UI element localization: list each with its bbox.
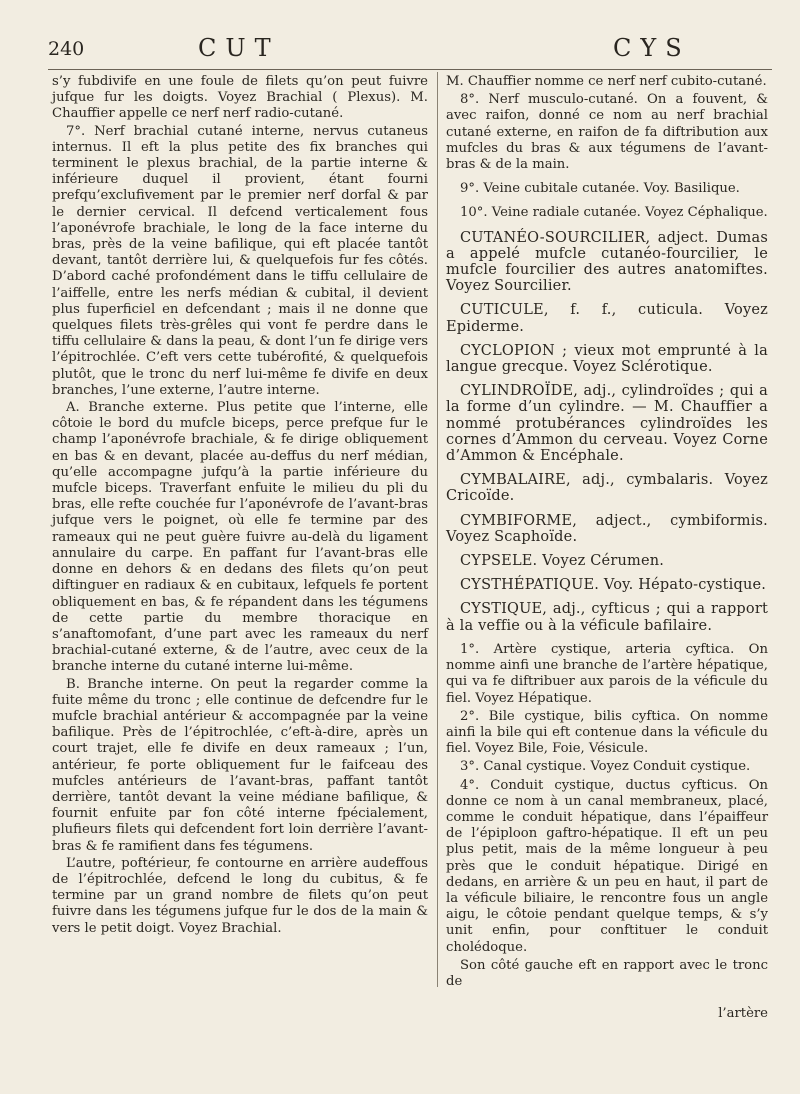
entry-cymbiforme: CYMBIFORME, adject., cymbiformis. Voyez Scaphoïde. — [446, 512, 768, 545]
right-paragraph-17: 4°. Conduit cystique, ductus cyfticus. On donne ce nom à un canal membraneux, placé, comme le conduit hépatique, dans l’épaiffeur de l’épiploon gaftro-hépatique. Il eft un peu plus petit, mais de la même longueur à peu près que le conduit hépatique. Dirigé en dedans, en arrière & un peu en haut, il part de la véficule biliaire, le rencontre fous un angle aigu, le côtoie pendant quelque temps, & s’y unit enfin, pour conftituer le conduit cholédoque. — [446, 777, 768, 955]
running-head-left: CUT — [198, 34, 280, 62]
running-head-right: CYS — [613, 34, 691, 62]
left-paragraph-4: B. Branche interne. On peut la regarder comme la fuite même du tronc ; elle continue de defcendre fur le mufcle brachial antérieur & accompagnée par la veine bafilique. Près de l’épitrochlée, c’eft-à-dire, après un court trajet, elle fe divife en deux rameaux ; l’un, antérieur, fe porte obliquement fur le faifceau des mufcles antérieurs de l’avant-bras, paffant tantôt derrière, tantôt devant la veine médiane bafilique, & fournit enfuite par fon côté interne fpécialement, plufieurs filets qui defcendent fort loin derrière l’avant-bras & fe ramifient dans fes tégumens. — [52, 676, 428, 854]
header-rule — [48, 69, 772, 70]
right-paragraph-16: 3°. Canal cystique. Voyez Conduit cystique. — [460, 759, 751, 775]
right-paragraph-2: 8°. Nerf musculo-cutané. On a fouvent, & avec raifon, donné ce nom au nerf brachial cutané externe, en raifon de fa diftribution aux mufcles du bras & aux tégumens de l’avant-bras & de la main. — [446, 92, 768, 173]
entry-cysthepatique: CYSTHÉPATIQUE. Voy. Hépato-cystique. — [460, 577, 767, 594]
right-paragraph-3: 9°. Veine cubitale cutanée. Voy. Basilique. — [460, 181, 740, 197]
entry-cutaneo-sourcilier: CUTANÉO-SOURCILIER, adject. Dumas a appelé mufcle cutanéo-fourcilier, le mufcle fourcilier des autres anatomiftes. Voyez Sourcilier. — [446, 229, 768, 295]
catchword: l’artère — [718, 1006, 768, 1021]
entry-cuticule: CUTICULE, f. f., cuticula. Voyez Epiderme. — [446, 302, 768, 335]
left-paragraph-2: 7°. Nerf brachial cutané interne, nervus cutaneus internus. Il eft la plus petite des fix branches qui terminent le plexus brachial, de la partie interne & inférieure duquel il provient, étant fourni prefqu’exclufivement par le premier nerf dorfal & par le dernier cervical. Il defcend verticalement fous l’aponévrofe brachiale, le long de la face interne du bras, près de la veine bafilique, qui eft placée tantôt devant, tantôt derrière lui, & quelquefois fur fes côtés. D’abord caché profondément dans le tiffu cellulaire de l’aiffelle, entre les nerfs médian & cubital, il devient plus fuperficiel en defcendant ; mais il ne donne que quelques filets très-grêles qui vont fe perdre dans le tiffu cellulaire & dans la peau, & dont l’un fe dirige vers l’épitrochlée. C’eft vers cette tubérofité, & quelquefois plutôt, que le tronc du nerf lui-même fe divife en deux branches, l’une externe, l’autre interne. — [52, 123, 428, 398]
entry-cypsele: CYPSELE. Voyez Cérumen. — [460, 553, 665, 570]
left-paragraph-5: L’autre, poftérieur, fe contourne en arrière audeffous de l’épitrochlée, defcend le long du cubitus, & fe termine par un grand nombre de filets qu’on peut fuivre dans les tégumens jufque fur le dos de la main & vers le petit doigt. Voyez Brachial. — [52, 855, 428, 936]
left-paragraph-1: s’y fubdivife en une foule de filets qu’on peut fuivre jufque fur les doigts. Voyez Brachial ( Plexus). M. Chauffier appelle ce nerf nerf radio-cutané. — [52, 74, 428, 122]
entry-cymbalaire: CYMBALAIRE, adj., cymbalaris. Voyez Cricoïde. — [446, 472, 768, 505]
entry-cystique: CYSTIQUE, adj., cyfticus ; qui a rapport à la veffie ou à la véficule bafilaire. — [446, 601, 768, 634]
right-paragraph-15: 2°. Bile cystique, bilis cyftica. On nomme ainfi la bile qui eft contenue dans la véficule du fiel. Voyez Bile, Foie, Vésicule. — [446, 708, 768, 757]
page-number: 240 — [48, 38, 85, 60]
entry-cyclopion: CYCLOPION ; vieux mot emprunté à la langue grecque. Voyez Sclérotique. — [446, 342, 768, 376]
right-paragraph-1: M. Chauffier nomme ce nerf nerf cubito-cutané. — [446, 74, 767, 89]
left-paragraph-3: A. Branche externe. Plus petite que l’interne, elle côtoie le bord du mufcle biceps, perce prefque fur le champ l’aponévrofe brachiale, & fe dirige obliquement en bas & en devant, placée au-deffus du nerf médian, qu’elle accompagne jufqu’à la partie inférieure du mufcle biceps. Traverfant enfuite le milieu du pli du bras, elle refte couchée fur l’aponévrofe de l’avant-bras jufque vers le poignet, où elle fe termine par des rameaux qui ne peut guère fuivre au-delà du ligament annulaire du carpe. En paffant fur l’avant-bras elle donne en dehors & en dedans des filets qu’on peut diftinguer en radiaux & en cubitaux, lefquels fe portent obliquement en bas, & fe répandent dans les tégumens de cette partie du membre thoracique en s’anaftomofant, d’une part avec les rameaux du nerf brachial-cutané externe, & de l’autre, avec ceux de la branche interne du cutané interne lui-même. — [52, 400, 428, 675]
column-divider — [437, 72, 438, 987]
right-paragraph-14: 1°. Artère cystique, arteria cyftica. On nomme ainfi une branche de l’artère hépatique, qui va fe diftribuer aux parois de la véficule du fiel. Voyez Hépatique. — [446, 641, 768, 706]
left-column — [52, 74, 428, 938]
right-paragraph-18: Son côté gauche eft en rapport avec le tronc de — [446, 957, 768, 989]
right-paragraph-4: 10°. Veine radiale cutanée. Voyez Céphalique. — [460, 205, 768, 221]
page-header — [48, 34, 772, 64]
right-column — [446, 74, 768, 992]
entry-cylindroide: CYLINDROÏDE, adj., cylindroïdes ; qui a la forme d’un cylindre. — M. Chauffier a nommé protubérances cylindroïdes les cornes d’Ammon du cerveau. Voyez Corne d’Ammon & Encéphale. — [446, 383, 768, 465]
